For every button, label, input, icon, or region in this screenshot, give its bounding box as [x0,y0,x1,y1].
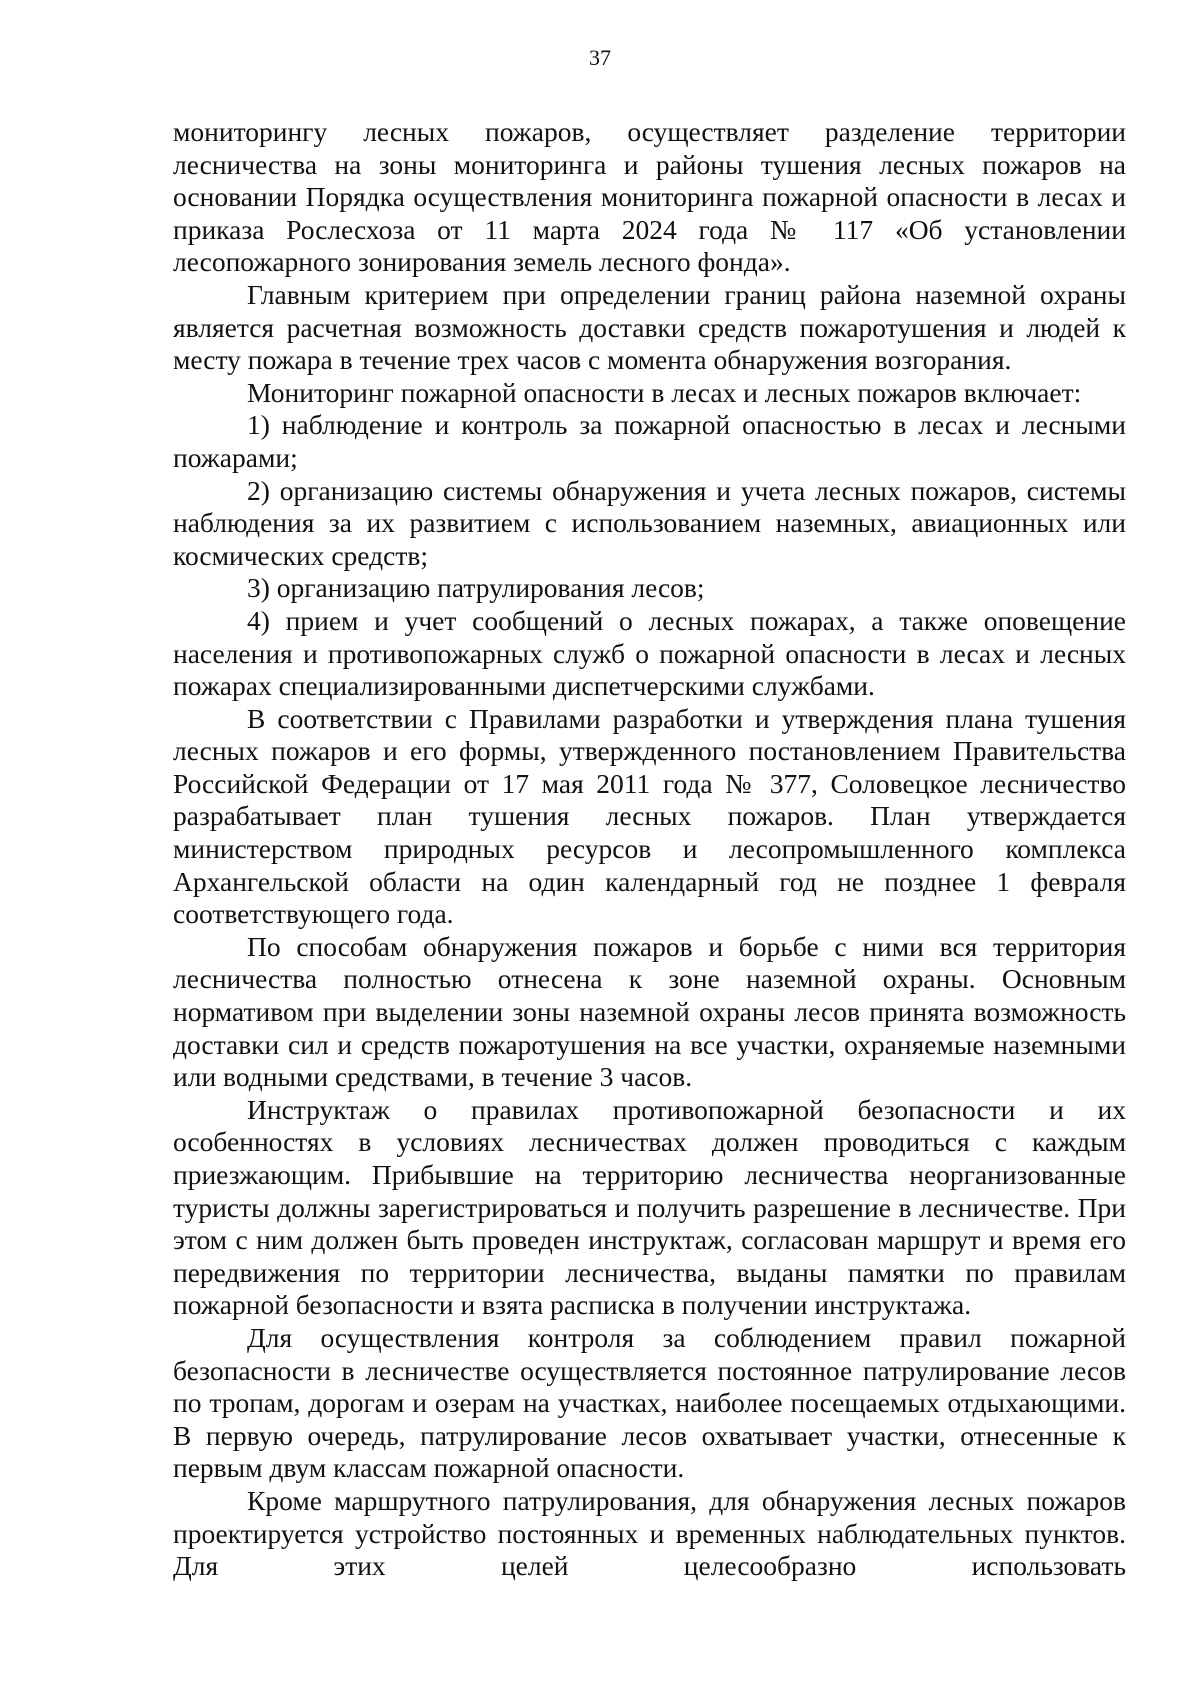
list-item-2: 2) организацию системы обнаружения и учета лесных пожаров, системы наблюдения за их развитием с использованием наземных, авиационных или космических средств; [173,474,1126,571]
list-item-4: 4) прием и учет сообщений о лесных пожарах, а также оповещение населения и противопожарных служб о пожарной опасности в лесах и лесных пожарах специализированными диспетчерскими службами. [173,604,1126,702]
list-item-1: 1) наблюдение и контроль за пожарной опасностью в лесах и лесными пожарами; [173,409,1126,473]
paragraph-monitoring-intro: Мониторинг пожарной опасности в лесах и лесных пожаров включает: [247,376,1082,408]
document-body [173,116,1126,1583]
paragraph-briefing: Инструктаж о правилах противопожарной безопасности и их особенностях в условиях лесничествах должен проводиться с каждым приезжающим. Прибывшие на территорию лесничества неорганизованные туристы должны зарегистрироваться и получить разрешение в лесничестве. При этом с ним должен быть проведен инструктаж, согласован маршрут и время его передвижения по территории лесничества, выданы памятки по правилам пожарной безопасности и взята расписка в получении инструктажа. [173,1093,1126,1321]
paragraph-patrolling: Для осуществления контроля за соблюдением правил пожарной безопасности в лесничестве осуществляется постоянное патрулирование лесов по тропам, дорогам и озерам на участках, наиболее посещаемых отдыхающими. В первую очередь, патрулирование лесов охватывает участки, отнесенные к первым двум классам пожарной опасности. [173,1321,1126,1484]
paragraph-observation-points: Кроме маршрутного патрулирования, для обнаружения лесных пожаров проектируется устройство постоянных и временных наблюдательных пунктов. Для этих целей целесообразно использовать [173,1484,1126,1582]
page-number: 37 [589,45,611,70]
paragraph-continuation: мониторингу лесных пожаров, осуществляет разделение территории лесничества на зоны мониторинга и районы тушения лесных пожаров на основании Порядка осуществления мониторинга пожарной опасности в лесах и приказа Рослесхоза от 11 марта 2024 года № 117 «Об установлении лесопожарного зонирования земель лесного фонда». [173,116,1126,278]
paragraph-ground-protection: По способам обнаружения пожаров и борьбе с ними вся территория лесничества полностью отнесена к зоне наземной охраны. Основным нормативом при выделении зоны наземной охраны лесов принята возможность доставки сил и средств пожаротушения на все участки, охраняемые наземными или водными средствами, в течение 3 часов. [173,930,1126,1093]
paragraph-fire-plan: В соответствии с Правилами разработки и утверждения плана тушения лесных пожаров и его формы, утвержденного постановлением Правительства Российской Федерации от 17 мая 2011 года № 377, Соловецкое лесничество разрабатывает план тушения лесных пожаров. План утверждается министерством природных ресурсов и лесопромышленного комплекса Архангельской области на один календарный год не позднее 1 февраля соответствующего года. [173,702,1126,930]
list-item-3: 3) организацию патрулирования лесов; [247,572,705,604]
paragraph-main-criterion: Главным критерием при определении границ района наземной охраны является расчетная возможность доставки средств пожаротушения и людей к месту пожара в течение трех часов с момента обнаружения возгорания. [173,278,1126,376]
